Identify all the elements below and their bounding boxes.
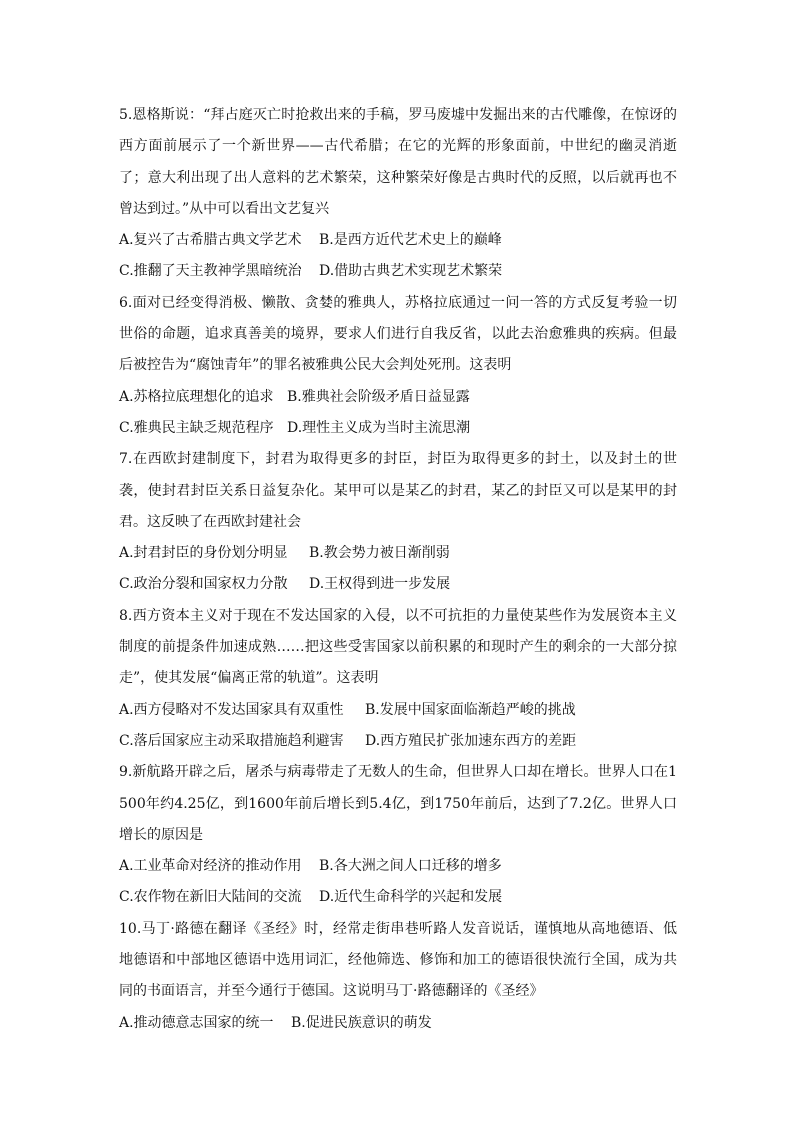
question-7 — [119, 444, 677, 600]
options-row — [119, 882, 677, 913]
option-b: B.各大洲之间人口迁移的增多 — [319, 858, 502, 875]
question-stem: 9.新航路开辟之后，屠杀与病毒带走了无数人的生命，但世界人口却在增长。世界人口在1500年约4.25亿，到1600年前后增长到5.4亿，到1750年前后，达到了7.2亿。世界人口增长的原因是 — [119, 764, 677, 843]
option-c: C.落后国家应主动采取措施趋利避害 — [119, 732, 344, 749]
option-b: B.发展中国家面临渐趋严峻的挑战 — [365, 701, 576, 718]
options-row — [119, 569, 677, 600]
option-d: D.理性主义成为当时主流思潮 — [287, 419, 471, 436]
option-d: D.王权得到进一步发展 — [309, 576, 451, 593]
question-stem: 8.西方资本主义对于现在不发达国家的入侵，以不可抗拒的力量使某些作为发展资本主义制度的前提条件加速成熟……把这些受害国家以前积累的和现时产生的剩余的一大部分掠走”，使其发展“偏离正常的轨道”。这表明 — [119, 607, 677, 687]
option-b: B.雅典社会阶级矛盾日益显露 — [287, 388, 470, 405]
question-9 — [119, 757, 677, 913]
question-stem: 10.马丁·路德在翻译《圣经》时，经常走街串巷听路人发音说话，谨慎地从高地德语、低地德语和中部地区德语中选用词汇，经他筛选、修饰和加工的德语很快流行全国，成为共同的书面语言，并至今通行于德国。这说明马丁·路德翻译的《圣经》 — [119, 920, 677, 1000]
question-8 — [119, 601, 677, 757]
option-b: B.是西方近代艺术史上的巅峰 — [319, 232, 502, 249]
question-10 — [119, 914, 677, 1039]
option-c: C.政治分裂和国家权力分散 — [119, 576, 288, 593]
option-d: D.借助古典艺术实现艺术繁荣 — [319, 263, 503, 280]
question-stem: 7.在西欧封建制度下，封君为取得更多的封臣，封臣为取得更多的封土，以及封土的世袭，使封君封臣关系日益复杂化。某甲可以是某乙的封君，某乙的封臣又可以是某甲的封君。这反映了在西欧封建社会 — [119, 451, 677, 530]
option-a: A.苏格拉底理想化的追求 — [119, 388, 274, 405]
option-d: D.近代生命科学的兴起和发展 — [319, 889, 503, 906]
option-c: C.农作物在新旧大陆间的交流 — [119, 889, 302, 906]
question-list — [119, 100, 677, 1039]
options-row — [119, 695, 677, 726]
question-stem: 6.面对已经变得消极、懒散、贪婪的雅典人，苏格拉底通过一问一答的方式反复考验一切世俗的命题，追求真善美的境界，要求人们进行自我反省，以此去治愈雅典的疾病。但最后被控告为“腐蚀青年”的罪名被雅典公民大会判处死刑。这表明 — [119, 294, 677, 374]
options-row — [119, 1008, 677, 1039]
question-5 — [119, 100, 677, 288]
question-6 — [119, 288, 677, 444]
option-a: A.复兴了古希腊古典文学艺术 — [119, 232, 302, 249]
options-row — [119, 851, 677, 882]
option-b: B.教会势力被日渐削弱 — [309, 545, 450, 562]
option-a: A.推动德意志国家的统一 — [119, 1014, 274, 1031]
option-b: B.促进民族意识的萌发 — [291, 1014, 432, 1031]
option-c: C.雅典民主缺乏规范程序 — [119, 419, 274, 436]
option-d: D.西方殖民扩张加速东西方的差距 — [365, 732, 577, 749]
option-a: A.封君封臣的身份划分明显 — [119, 545, 288, 562]
option-c: C.推翻了天主教神学黑暗统治 — [119, 263, 302, 280]
options-row — [119, 538, 677, 569]
option-a: A.西方侵略对不发达国家具有双重性 — [119, 701, 344, 718]
options-row — [119, 726, 677, 757]
option-a: A.工业革命对经济的推动作用 — [119, 858, 302, 875]
question-stem: 5.恩格斯说：“拜占庭灭亡时抢救出来的手稿，罗马废墟中发掘出来的古代雕像，在惊讶的西方面前展示了一个新世界——古代希腊；在它的光辉的形象面前，中世纪的幽灵消逝了；意大利出现了出人意料的艺术繁荣，这种繁荣好像是古典时代的反照，以后就再也不曾达到过。”从中可以看出文艺复兴 — [119, 107, 677, 217]
options-row — [119, 225, 677, 256]
options-row — [119, 256, 677, 287]
options-row — [119, 382, 677, 413]
options-row — [119, 413, 677, 444]
